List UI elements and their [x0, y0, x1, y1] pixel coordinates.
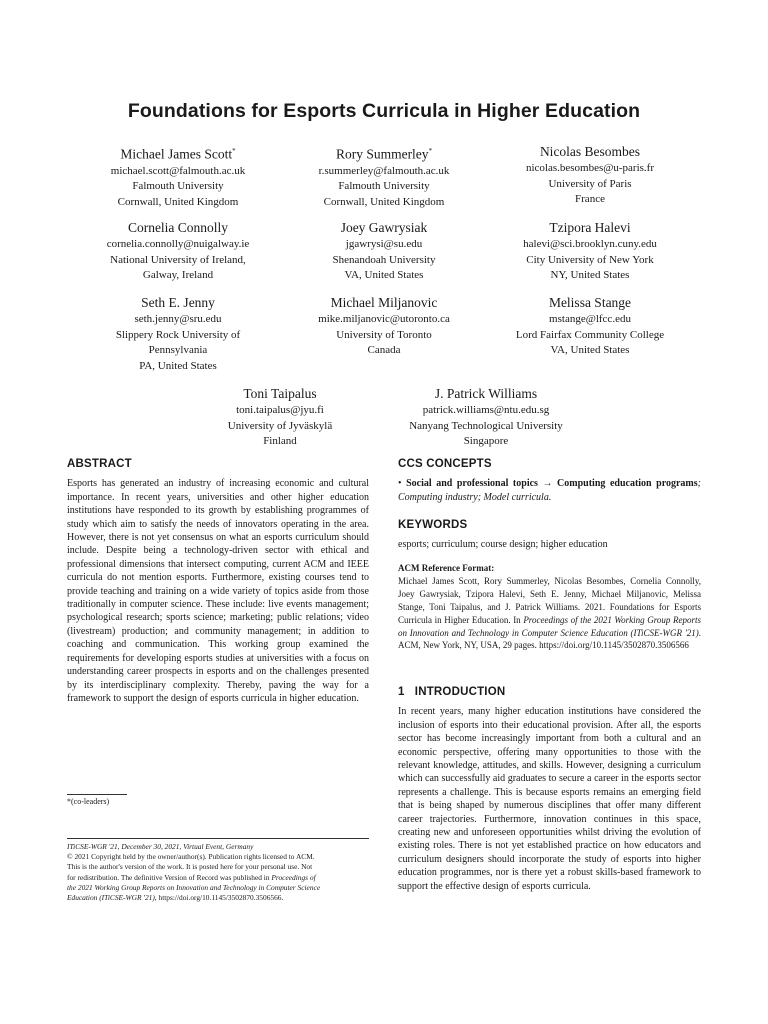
ccs-concepts-text: • Social and professional topics → Computing education programs; Computing industry; Model curricula.: [398, 478, 701, 503]
author-affiliation: National University of Ireland,: [110, 253, 246, 266]
ccs-section: [398, 458, 701, 504]
author-name: Michael Miljanovic: [330, 295, 438, 310]
author-block: [264, 293, 504, 359]
author-name: Cornelia Connolly: [127, 220, 229, 235]
author-location: Singapore: [463, 435, 509, 447]
author-block: [58, 218, 298, 284]
author-location: Canada: [367, 344, 401, 356]
author-email: toni.taipalus@jyu.fi: [236, 404, 324, 416]
author-name: Melissa Stange: [548, 295, 632, 310]
author-email: michael.scott@falmouth.ac.uk: [110, 164, 246, 177]
author-block: [470, 218, 710, 284]
author-email: nicolas.besombes@u-paris.fr: [525, 162, 655, 174]
author-name: Joey Gawrysiak: [340, 220, 428, 235]
author-affiliation: University of Toronto: [336, 328, 432, 341]
author-block: [470, 142, 710, 208]
co-leader-mark: *: [428, 147, 433, 155]
author-affiliation: Slippery Rock University of: [115, 328, 241, 341]
introduction-section: [398, 686, 701, 893]
copyright-line: This is the author's version of the work. It is posted here for your personal use. Not: [67, 862, 313, 872]
author-block: [366, 384, 606, 450]
venue-line: ITiCSE-WGR '21, December 30, 2021, Virtual Event, Germany: [67, 842, 254, 851]
ccs-heading: CCS CONCEPTS: [398, 458, 492, 470]
introduction-heading: 1 INTRODUCTION: [398, 686, 506, 698]
copyright-line: © 2021 Copyright held by the owner/author(s). Publication rights licensed to ACM.: [67, 852, 315, 862]
author-name: Seth E. Jenny: [141, 295, 215, 310]
keywords-section: [398, 519, 701, 552]
acm-reference-text: Michael James Scott, Rory Summerley, Nicolas Besombes, Cornelia Connolly, Joey Gawrysiak, Tzipora Halevi, Seth E. Jenny, Michael Miljanovic, Melissa Stange, Toni Taipalus, and J. Patrick Williams. 2021. Foundations for Esports Curricula in Higher Education. In Proceedings of the 2021 Working Group Reports on Innovation and Technology in Computer Science Education (ITiCSE-WGR '21). ACM, New York, NY, USA, 29 pages. https://doi.org/10.1145/3502870.3506566: [398, 576, 702, 651]
author-block: [470, 293, 710, 359]
author-affiliation: Falmouth University: [132, 180, 224, 192]
author-email: cornelia.connolly@nuigalway.ie: [106, 238, 250, 250]
author-email: patrick.williams@ntu.edu.sg: [422, 404, 550, 416]
author-email: halevi@sci.brooklyn.cuny.edu: [523, 238, 657, 250]
author-name: Rory Summerley*: [335, 146, 433, 162]
author-affiliation: City University of New York: [526, 253, 654, 266]
copyright-rule: [67, 838, 369, 839]
author-block: [264, 218, 504, 284]
footnote-rule: [67, 794, 127, 795]
keywords-heading: KEYWORDS: [398, 519, 468, 531]
abstract-section: [67, 458, 369, 705]
author-name: Nicolas Besombes: [539, 144, 641, 159]
author-location: France: [575, 193, 605, 205]
copyright-block: [67, 842, 369, 903]
introduction-text: In recent years, many higher education institutions have considered the inclusion of esports into their educational provision. After all, the esports sector has become increasingly important from both a cultural and an economic perspective, offering many opportunities to those with the relevant knowledge, attitudes, and skills. However, designing a curriculum which can successfully aid graduates to secure a career in the esports sector represents a challenge. This is because esports remains an emerging field that is being shaped by numerous disciplines that offer many different career trajectories. Furthermore, innovation continues in this space, creating new and unforeseen opportunities whilst driving the evolution of existing roles. There is not yet established practice on how educators and curriculum designers should incorporate the study of esports into higher education programmes, nor is there yet a robust skills-based framework to support the effective design of esports curricula.: [398, 706, 701, 892]
author-email: r.summerley@falmouth.ac.uk: [318, 164, 450, 177]
author-email: seth.jenny@sru.edu: [134, 313, 222, 325]
author-name: Tzipora Halevi: [549, 220, 631, 235]
acm-reference-section: [398, 562, 701, 652]
footnote: *(co-leaders): [67, 797, 110, 806]
author-name: Michael James Scott*: [120, 146, 236, 162]
author-affiliation: Lord Fairfax Community College: [515, 328, 665, 341]
author-name: J. Patrick Williams: [434, 386, 538, 401]
copyright-line: the 2021 Working Group Reports on Innovation and Technology in Computer Science: [67, 882, 321, 892]
acm-reference-label: ACM Reference Format:: [398, 563, 495, 573]
copyright-line: for redistribution. The definitive Version of Record was published in Proceedings of: [67, 872, 316, 882]
author-block: [58, 293, 298, 374]
author-block: [160, 384, 400, 450]
author-location: Cornwall, United Kingdom: [117, 195, 239, 208]
author-location: Cornwall, United Kingdom: [323, 195, 445, 208]
author-affiliation: University of Paris: [548, 177, 632, 190]
author-affiliation: Falmouth University: [338, 180, 430, 192]
author-name: Toni Taipalus: [243, 386, 317, 401]
author-location: Finland: [263, 435, 297, 447]
author-affiliation: Nanyang Technological University: [409, 419, 563, 432]
author-email: mike.miljanovic@utoronto.ca: [318, 313, 450, 325]
author-block: [58, 142, 298, 210]
paper-title: Foundations for Esports Curricula in Higher Education: [127, 100, 641, 122]
abstract-text: Esports has generated an industry of increasing economic and cultural importance. In recent years, universities and other higher education institutions have responded to its growth by establishing programmes of study which aim to satisfy the needs of innovators operating in the area. However, there is not yet consensus on what an esports curriculum should include. Despite being a technology-driven sector with ethical and professional dimensions that intersect computing, current ACM and IEEE curricula do not mention esports. Furthermore, existing courses tend to provide teaching and training on a wide variety of topics aside from those traditionally in computer science. These include: live events management; psychological research; sports science; marketing; public relations; video (livestream) production; and community management; in addition to coaching and communication. This working group examined the requirements for developing esports studies at universities with a focus on understanding career prospects in esports and on the challenges presented by its interdisciplinary complexity. Thereby, paving the way for a framework to support the design of esports curricula in higher education.: [67, 478, 369, 704]
co-leader-mark: *: [232, 147, 236, 155]
keywords-text: esports; curriculum; course design; higher education: [398, 539, 608, 551]
author-block: [264, 142, 504, 210]
author-affiliation: Pennsylvania: [148, 344, 208, 356]
author-location: VA, United States: [550, 344, 630, 356]
author-email: mstange@lfcc.edu: [549, 313, 631, 325]
author-affiliation: University of Jyväskylä: [227, 419, 333, 432]
author-location: PA, United States: [139, 359, 217, 372]
author-affiliation: Shenandoah University: [332, 253, 436, 266]
author-location: Galway, Ireland: [142, 269, 214, 281]
author-email: jgawrysi@su.edu: [345, 238, 423, 250]
abstract-heading: ABSTRACT: [67, 458, 132, 470]
copyright-line: Education (ITiCSE-WGR '21), https://doi.org/10.1145/3502870.3506566.: [67, 893, 284, 903]
author-location: NY, United States: [550, 269, 630, 281]
author-location: VA, United States: [344, 269, 424, 281]
